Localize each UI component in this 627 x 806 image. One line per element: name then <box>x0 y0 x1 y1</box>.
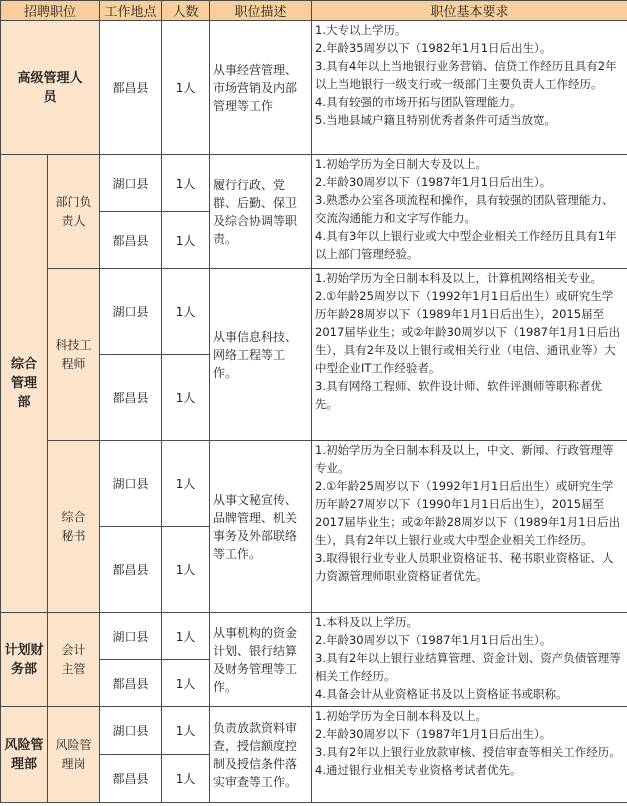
requirements-cell <box>312 155 627 269</box>
count-cell: 1人 <box>162 269 210 355</box>
requirement-item: 1.初始学历为全日制本科及以上，计算机网络相关专业。 <box>315 271 602 285</box>
category-label: 综合管理部 <box>10 357 37 410</box>
position-label: 会计主管 <box>61 642 86 676</box>
count-cell: 1人 <box>162 155 210 212</box>
requirement-item: 1.初始学历为全日制本科及以上，中文、新闻、行政管理等专业。 <box>315 443 614 475</box>
count-cell: 1人 <box>162 355 210 441</box>
position-label: 综合秘书 <box>61 509 86 543</box>
location-cell: 湖口县 <box>100 155 162 212</box>
requirement-item: 4.具有3年以上银行业或大中型企业相关工作经历且具有1年以上部门管理经验。 <box>315 229 617 261</box>
requirements-cell <box>312 269 627 441</box>
requirements-cell <box>312 613 627 707</box>
header-location: 工作地点 <box>100 1 162 21</box>
location-cell: 都昌县 <box>100 660 162 707</box>
location-cell: 都昌县 <box>100 755 162 803</box>
requirement-item: 3.具有2年以上银行业放款审核、授信审查等相关工作经历。 <box>315 745 621 759</box>
header-row <box>1 1 627 21</box>
location-cell: 湖口县 <box>100 707 162 755</box>
requirement-item: 1.初始学历为全日制大专及以上。 <box>315 157 487 171</box>
position-tech-engineer <box>48 269 100 441</box>
position-label: 部门负责人 <box>55 194 92 228</box>
header-count: 人数 <box>162 1 210 21</box>
count-cell: 1人 <box>162 441 210 527</box>
requirement-item: 4.通过银行业相关专业资格考试者优先。 <box>315 763 522 777</box>
table-row <box>1 707 627 755</box>
location-cell: 湖口县 <box>100 441 162 527</box>
requirement-item: 2.年龄30周岁以下（1987年1月1日后出生）。 <box>315 633 552 647</box>
requirement-item: 3.取得银行业专业人员职业资格证书、秘书职业资格证、人力资源管理师职业资格证者优先。 <box>315 551 614 583</box>
requirement-item: 4.具备会计从业资格证书及以上资格证书或职称。 <box>315 687 568 701</box>
requirement-item: 2.年龄30周岁以下（1987年1月1日后出生）。 <box>315 727 552 741</box>
category-finance <box>1 613 48 707</box>
requirement-item: 2.①年龄25周岁以下（1992年1月1日后出生）或研究生学历年龄27周岁以下（1990年1月1日后出生），2015届至2017届毕业生；或②年龄28周岁以下（1989年1月1日后出生），具有2年以上银行业或大中型企业相关工作经历。 <box>315 479 621 547</box>
category-senior <box>1 21 100 155</box>
requirements-cell <box>312 707 627 803</box>
header-position: 招聘职位 <box>1 1 100 21</box>
table-row <box>1 155 627 212</box>
category-general <box>1 155 48 613</box>
requirement-item: 4.具有较强的市场开拓与团队管理能力。 <box>315 95 522 109</box>
requirements-cell <box>312 441 627 613</box>
requirement-item: 3.具有网络工程师、软件设计师、软件评测师等职称者优先。 <box>315 379 602 411</box>
count-cell: 1人 <box>162 21 210 155</box>
requirements-cell <box>312 21 627 155</box>
requirement-item: 3.熟悉办公室各项流程和操作，具有较强的团队管理能力、交流沟通能力和文字写作能力。 <box>315 193 614 225</box>
description-cell: 负责放款资料审查，授信额度控制及授信条件落实审查等工作。 <box>210 707 312 803</box>
position-risk-officer <box>48 707 100 803</box>
location-cell: 都昌县 <box>100 212 162 269</box>
description-cell: 履行行政、党群、后勤、保卫及综合协调等职责。 <box>210 155 312 269</box>
requirement-item: 1.大专以上学历。 <box>315 23 407 37</box>
count-cell: 1人 <box>162 212 210 269</box>
location-cell: 都昌县 <box>100 527 162 613</box>
description-cell: 从事机构的资金计划、银行结算及财务管理等工作。 <box>210 613 312 707</box>
table-row <box>1 441 627 527</box>
header-requirements: 职位基本要求 <box>312 1 627 21</box>
location-cell: 都昌县 <box>100 21 162 155</box>
table-row <box>1 269 627 355</box>
requirement-item: 1.初始学历为全日制本科及以上。 <box>315 709 487 723</box>
position-label: 科技工程师 <box>55 337 92 371</box>
description-cell: 从事经营管理、市场营销及内部管理等工作 <box>210 21 312 155</box>
position-label: 风险管理岗 <box>55 737 92 771</box>
description-cell: 从事文秘宣传、品牌管理、机关事务及外部联络等工作。 <box>210 441 312 613</box>
category-label: 计划财务部 <box>4 642 44 677</box>
position-dept-head <box>48 155 100 269</box>
count-cell: 1人 <box>162 755 210 803</box>
requirement-item: 1.本科及以上学历。 <box>315 615 418 629</box>
requirement-item: 2.年龄30周岁以下（1987年1月1日后出生）。 <box>315 175 552 189</box>
count-cell: 1人 <box>162 527 210 613</box>
count-cell: 1人 <box>162 660 210 707</box>
table-row <box>1 21 627 155</box>
position-accounting-supervisor <box>48 613 100 707</box>
requirement-item: 2.①年龄25周岁以下（1992年1月1日后出生）或研究生学历年龄28周岁以下（1989年1月1日后出生），2015届至2017届毕业生；或②年龄30周岁以下（1987年1月1日后出生），具有2年及以上银行或相关行业（电信、通讯业等）大中型企业IT工作经验者。 <box>315 289 621 375</box>
count-cell: 1人 <box>162 707 210 755</box>
category-label: 风险管理部 <box>4 737 44 772</box>
requirement-item: 3.具有2年以上银行业结算管理、资金计划、资产负债管理等相关工作经历。 <box>315 651 621 683</box>
location-cell: 湖口县 <box>100 613 162 660</box>
location-cell: 都昌县 <box>100 355 162 441</box>
category-label: 高级管理人员 <box>17 70 83 105</box>
requirement-item: 3.具有4年以上当地银行业务营销、信贷工作经历且具有2年以上当地银行一级支行或一级部门主要负责人工作经历。 <box>315 59 617 91</box>
position-secretary <box>48 441 100 613</box>
count-cell: 1人 <box>162 613 210 660</box>
requirement-item: 2.年龄35周岁以下（1982年1月1日后出生）。 <box>315 41 552 55</box>
requirement-item: 5.当地县域户籍且特别优秀者条件可适当放宽。 <box>315 113 556 127</box>
table-row <box>1 613 627 660</box>
location-cell: 湖口县 <box>100 269 162 355</box>
category-risk <box>1 707 48 803</box>
description-cell: 从事信息科技、网络工程等工作。 <box>210 269 312 441</box>
header-description: 职位描述 <box>210 1 312 21</box>
